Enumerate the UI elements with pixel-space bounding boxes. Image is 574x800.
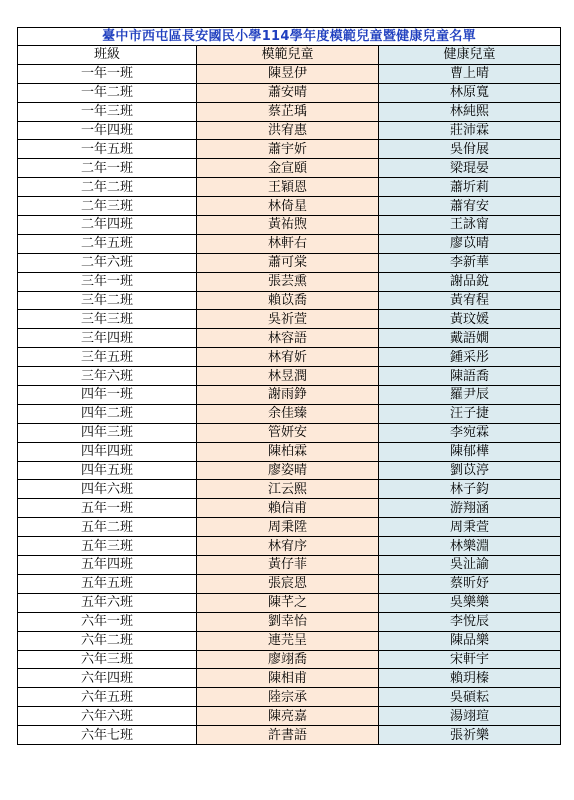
title-row <box>18 28 561 46</box>
header-healthy-child: 健康兒童 <box>379 46 561 65</box>
model-child-cell: 賴苡喬 <box>197 291 379 310</box>
class-cell: 五年一班 <box>18 499 197 518</box>
healthy-child-cell: 莊沛霖 <box>379 121 561 140</box>
class-cell: 三年四班 <box>18 329 197 348</box>
healthy-child-cell: 劉苡渟 <box>379 461 561 480</box>
model-child-cell: 管妍安 <box>197 423 379 442</box>
table-row <box>18 650 561 669</box>
honor-roll-table <box>17 27 561 745</box>
table-row <box>18 64 561 83</box>
table-row <box>18 612 561 631</box>
class-cell: 二年一班 <box>18 159 197 178</box>
healthy-child-cell: 吳碩耘 <box>379 688 561 707</box>
model-child-cell: 黃仔菲 <box>197 556 379 575</box>
healthy-child-cell: 廖苡晴 <box>379 234 561 253</box>
table-row <box>18 272 561 291</box>
model-child-cell: 陳芊之 <box>197 593 379 612</box>
class-cell: 一年三班 <box>18 102 197 121</box>
class-cell: 五年六班 <box>18 593 197 612</box>
class-cell: 一年四班 <box>18 121 197 140</box>
class-cell: 五年二班 <box>18 518 197 537</box>
class-cell: 三年五班 <box>18 348 197 367</box>
model-child-cell: 金宣頤 <box>197 159 379 178</box>
table-row <box>18 423 561 442</box>
class-cell: 五年五班 <box>18 574 197 593</box>
model-child-cell: 廖姿晴 <box>197 461 379 480</box>
class-cell: 六年四班 <box>18 669 197 688</box>
model-child-cell: 陸宗承 <box>197 688 379 707</box>
table-row <box>18 518 561 537</box>
healthy-child-cell: 王詠甯 <box>379 216 561 235</box>
healthy-child-cell: 吳樂樂 <box>379 593 561 612</box>
table-row <box>18 726 561 745</box>
model-child-cell: 劉幸怡 <box>197 612 379 631</box>
table-row <box>18 216 561 235</box>
healthy-child-cell: 湯翊瑄 <box>379 707 561 726</box>
table-row <box>18 574 561 593</box>
table-row <box>18 707 561 726</box>
class-cell: 四年六班 <box>18 480 197 499</box>
table-row <box>18 329 561 348</box>
healthy-child-cell: 黃玟媛 <box>379 310 561 329</box>
model-child-cell: 林昱潤 <box>197 367 379 386</box>
table-row <box>18 140 561 159</box>
healthy-child-cell: 李悅辰 <box>379 612 561 631</box>
document-title: 臺中市西屯區長安國民小學114學年度模範兒童暨健康兒童名單 <box>18 28 561 46</box>
healthy-child-cell: 鍾采彤 <box>379 348 561 367</box>
table-row <box>18 197 561 216</box>
table-row <box>18 386 561 405</box>
model-child-cell: 周秉陞 <box>197 518 379 537</box>
document-sheet <box>17 27 560 745</box>
class-cell: 六年五班 <box>18 688 197 707</box>
healthy-child-cell: 賴玥榛 <box>379 669 561 688</box>
model-child-cell: 陳柏霖 <box>197 442 379 461</box>
class-cell: 六年六班 <box>18 707 197 726</box>
healthy-child-cell: 陳品樂 <box>379 631 561 650</box>
table-row <box>18 669 561 688</box>
model-child-cell: 廖翊喬 <box>197 650 379 669</box>
class-cell: 一年一班 <box>18 64 197 83</box>
class-cell: 六年二班 <box>18 631 197 650</box>
model-child-cell: 林倚星 <box>197 197 379 216</box>
table-row <box>18 348 561 367</box>
class-cell: 四年四班 <box>18 442 197 461</box>
healthy-child-cell: 林樂淵 <box>379 537 561 556</box>
class-cell: 六年七班 <box>18 726 197 745</box>
model-child-cell: 王穎恩 <box>197 178 379 197</box>
table-row <box>18 442 561 461</box>
class-cell: 四年三班 <box>18 423 197 442</box>
healthy-child-cell: 蕭圻莉 <box>379 178 561 197</box>
table-row <box>18 461 561 480</box>
class-cell: 三年六班 <box>18 367 197 386</box>
model-child-cell: 陳昱伊 <box>197 64 379 83</box>
healthy-child-cell: 汪子捷 <box>379 404 561 423</box>
healthy-child-cell: 吳沚諭 <box>379 556 561 575</box>
table-row <box>18 178 561 197</box>
healthy-child-cell: 周秉萱 <box>379 518 561 537</box>
healthy-child-cell: 張祈樂 <box>379 726 561 745</box>
table-row <box>18 593 561 612</box>
table-row <box>18 404 561 423</box>
table-row <box>18 83 561 102</box>
table-row <box>18 367 561 386</box>
healthy-child-cell: 曹上晴 <box>379 64 561 83</box>
class-cell: 二年二班 <box>18 178 197 197</box>
model-child-cell: 賴信甫 <box>197 499 379 518</box>
table-row <box>18 121 561 140</box>
table-body <box>18 64 561 744</box>
model-child-cell: 連芫呈 <box>197 631 379 650</box>
model-child-cell: 江云熙 <box>197 480 379 499</box>
model-child-cell: 吳祈萱 <box>197 310 379 329</box>
healthy-child-cell: 羅尹辰 <box>379 386 561 405</box>
class-cell: 二年四班 <box>18 216 197 235</box>
healthy-child-cell: 陳郁樺 <box>379 442 561 461</box>
model-child-cell: 張芸熏 <box>197 272 379 291</box>
model-child-cell: 陳相甫 <box>197 669 379 688</box>
healthy-child-cell: 李新華 <box>379 253 561 272</box>
table-row <box>18 688 561 707</box>
class-cell: 三年一班 <box>18 272 197 291</box>
table-row <box>18 310 561 329</box>
class-cell: 三年三班 <box>18 310 197 329</box>
healthy-child-cell: 戴語嫺 <box>379 329 561 348</box>
class-cell: 二年三班 <box>18 197 197 216</box>
class-cell: 一年二班 <box>18 83 197 102</box>
table-row <box>18 480 561 499</box>
model-child-cell: 林宥妡 <box>197 348 379 367</box>
healthy-child-cell: 游翔涵 <box>379 499 561 518</box>
header-row <box>18 46 561 65</box>
table-row <box>18 291 561 310</box>
healthy-child-cell: 吳佾展 <box>379 140 561 159</box>
model-child-cell: 謝雨錚 <box>197 386 379 405</box>
class-cell: 三年二班 <box>18 291 197 310</box>
table-row <box>18 631 561 650</box>
class-cell: 四年五班 <box>18 461 197 480</box>
table-row <box>18 253 561 272</box>
model-child-cell: 林宥序 <box>197 537 379 556</box>
table-row <box>18 234 561 253</box>
model-child-cell: 林軒右 <box>197 234 379 253</box>
table-row <box>18 556 561 575</box>
class-cell: 四年一班 <box>18 386 197 405</box>
table-row <box>18 102 561 121</box>
table-row <box>18 537 561 556</box>
class-cell: 二年五班 <box>18 234 197 253</box>
class-cell: 五年三班 <box>18 537 197 556</box>
model-child-cell: 余佳臻 <box>197 404 379 423</box>
class-cell: 五年四班 <box>18 556 197 575</box>
healthy-child-cell: 謝品銳 <box>379 272 561 291</box>
class-cell: 六年一班 <box>18 612 197 631</box>
model-child-cell: 黃祐煦 <box>197 216 379 235</box>
model-child-cell: 蔡芷瑀 <box>197 102 379 121</box>
healthy-child-cell: 黃宥程 <box>379 291 561 310</box>
model-child-cell: 陳亮嘉 <box>197 707 379 726</box>
healthy-child-cell: 蔡昕妤 <box>379 574 561 593</box>
class-cell: 一年五班 <box>18 140 197 159</box>
class-cell: 四年二班 <box>18 404 197 423</box>
table-row <box>18 499 561 518</box>
header-model-child: 模範兒童 <box>197 46 379 65</box>
healthy-child-cell: 蕭宥安 <box>379 197 561 216</box>
header-class: 班級 <box>18 46 197 65</box>
class-cell: 六年三班 <box>18 650 197 669</box>
table-row <box>18 159 561 178</box>
model-child-cell: 張宸恩 <box>197 574 379 593</box>
model-child-cell: 洪宥惠 <box>197 121 379 140</box>
model-child-cell: 蕭宇妡 <box>197 140 379 159</box>
model-child-cell: 許書語 <box>197 726 379 745</box>
healthy-child-cell: 陳語喬 <box>379 367 561 386</box>
healthy-child-cell: 林原寬 <box>379 83 561 102</box>
class-cell: 二年六班 <box>18 253 197 272</box>
healthy-child-cell: 林純熙 <box>379 102 561 121</box>
healthy-child-cell: 李宛霖 <box>379 423 561 442</box>
healthy-child-cell: 林子鈞 <box>379 480 561 499</box>
model-child-cell: 蕭可棠 <box>197 253 379 272</box>
healthy-child-cell: 宋軒宇 <box>379 650 561 669</box>
model-child-cell: 蕭安晴 <box>197 83 379 102</box>
healthy-child-cell: 梁琨晏 <box>379 159 561 178</box>
model-child-cell: 林容語 <box>197 329 379 348</box>
